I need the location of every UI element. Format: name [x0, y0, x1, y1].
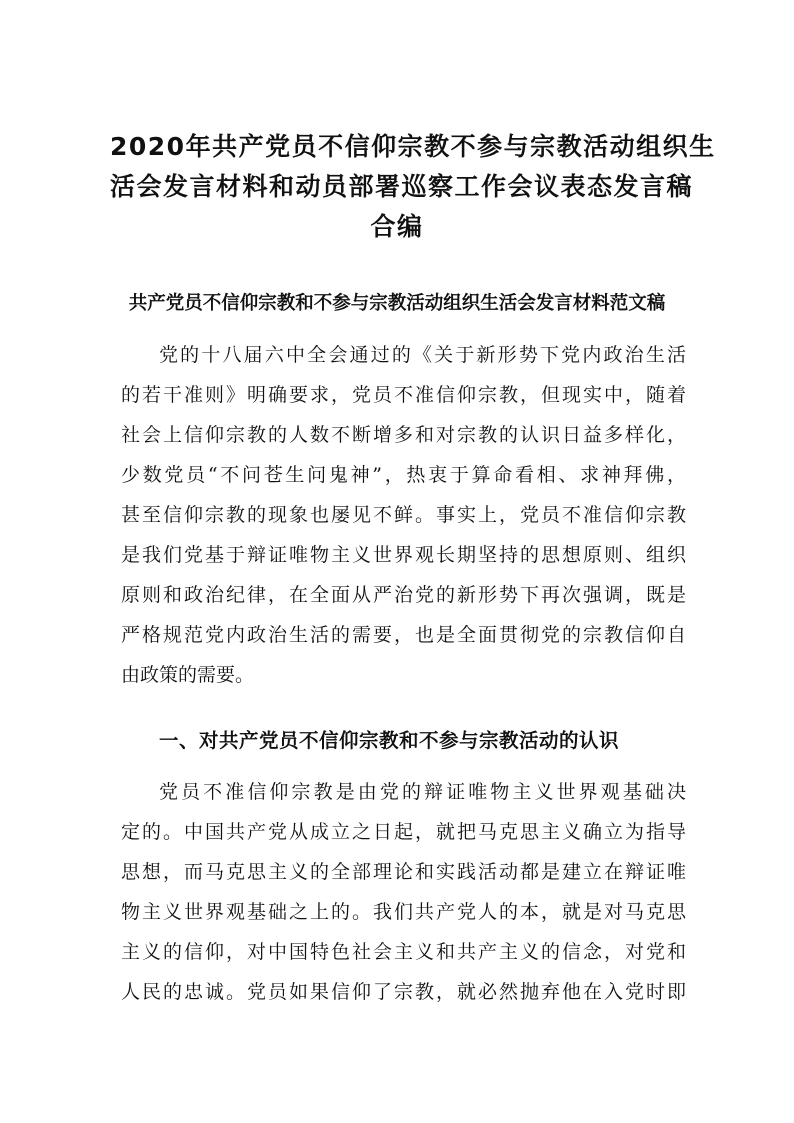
paragraph-line: 党员不准信仰宗教是由党的辩证唯物主义世界观基础决	[159, 781, 686, 803]
paragraph-2	[121, 772, 686, 1012]
paragraph-1	[121, 335, 686, 695]
paragraph-line: 人民的忠诚。党员如果信仰了宗教，就必然抛弃他在入党时即	[121, 981, 686, 1003]
title-line-2: 活会发言材料和动员部署巡察工作会议表态发言稿	[110, 172, 694, 201]
paragraph-line: 思想，而马克思主义的全部理论和实践活动都是建立在辩证唯	[121, 861, 686, 883]
paragraph-line: 由政策的需要。	[121, 664, 255, 686]
paragraph-line: 定的。中国共产党从成立之日起，就把马克思主义确立为指导	[121, 821, 686, 843]
paragraph-line: 物主义世界观基础之上的。我们共产党人的本，就是对马克思	[121, 901, 686, 923]
document-title	[110, 127, 716, 247]
title-line-1: 2020年共产党员不信仰宗教不参与宗教活动组织生	[110, 132, 716, 161]
paragraph-line: 社会上信仰宗教的人数不断增多和对宗教的认识日益多样化，	[121, 424, 686, 446]
paragraph-line: 主义的信仰，对中国特色社会主义和共产主义的信念，对党和	[121, 941, 686, 963]
paragraph-line: 是我们党基于辩证唯物主义世界观长期坚持的思想原则、组织	[121, 544, 686, 566]
paragraph-line: 党的十八届六中全会通过的《关于新形势下党内政治生活	[159, 344, 686, 366]
paragraph-line: 少数党员“不问苍生问鬼神”，热衷于算命看相、求神拜佛，	[121, 464, 686, 486]
section-heading: 一、对共产党员不信仰宗教和不参与宗教活动的认识	[159, 729, 620, 752]
paragraph-line: 甚至信仰宗教的现象也屡见不鲜。事实上，党员不准信仰宗教	[121, 504, 686, 526]
paragraph-line: 原则和政治纪律，在全面从严治党的新形势下再次强调，既是	[121, 584, 686, 606]
title-line-3: 合编	[370, 212, 424, 241]
article-subtitle: 共产党员不信仰宗教和不参与宗教活动组织生活会发言材料范文稿	[128, 293, 666, 314]
paragraph-line: 的若干准则》明确要求，党员不准信仰宗教，但现实中，随着	[121, 384, 686, 406]
paragraph-line: 严格规范党内政治生活的需要，也是全面贯彻党的宗教信仰自	[121, 624, 686, 646]
